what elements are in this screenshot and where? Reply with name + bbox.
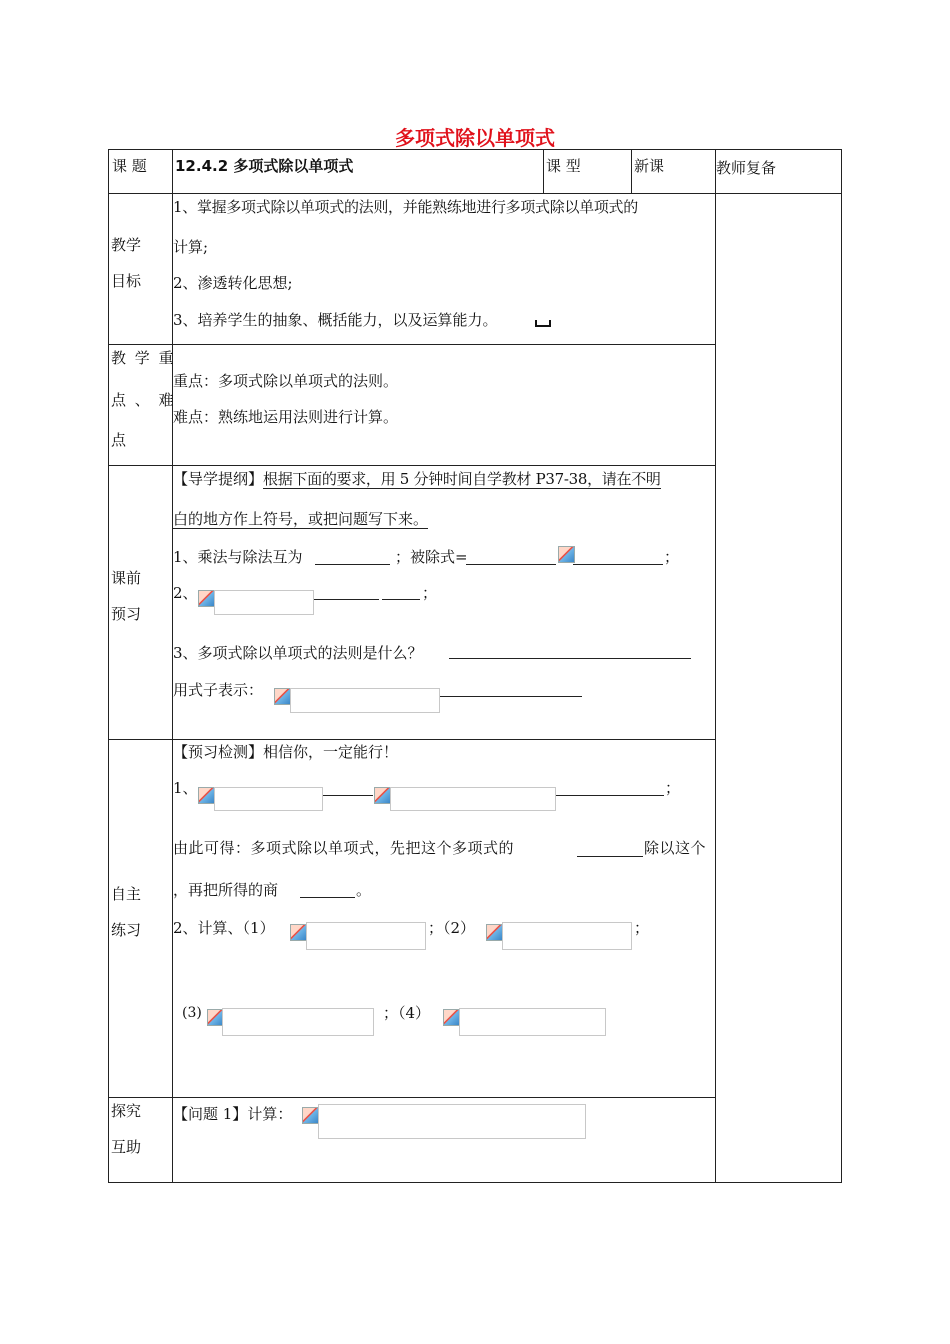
row-divider	[109, 465, 716, 466]
column-divider	[543, 150, 544, 193]
formula-image-icon	[302, 1107, 319, 1124]
answer-blank[interactable]	[315, 564, 390, 565]
formula-prompt: 用式子表示：	[173, 681, 264, 699]
answer-blank[interactable]	[314, 599, 379, 600]
conclusion-line: 由此可得：多项式除以单项式，先把这个多项式的	[173, 839, 515, 857]
answer-blank[interactable]	[466, 564, 556, 565]
punctuation: ；	[664, 548, 680, 566]
column-divider	[715, 150, 716, 1182]
answer-blank[interactable]	[440, 696, 582, 697]
punctuation: ；	[422, 584, 438, 602]
answer-blank[interactable]	[300, 897, 355, 898]
formula-image-placeholder	[502, 922, 632, 950]
guide-text: 根据下面的要求，用 5 分钟时间自学教材 P37-38，请在不明	[263, 470, 661, 488]
practice-item-2: ；（2）	[428, 919, 476, 937]
formula-image-placeholder	[459, 1008, 606, 1036]
practice-item-4: ；（4）	[383, 1004, 431, 1022]
preview-question-1: 1、乘法与除法互为	[173, 548, 303, 566]
lesson-topic: 12.4.2 多项式除以单项式	[175, 157, 354, 175]
practice-item-3: (3)	[182, 1005, 202, 1021]
formula-image-icon	[443, 1009, 460, 1026]
label-keti: 课 题	[112, 157, 147, 175]
document-title: 多项式除以单项式	[395, 126, 555, 150]
preview-question-3: 3、多项式除以单项式的法则是什么？	[173, 644, 423, 662]
preview-label: 预习	[111, 605, 142, 623]
practice-label: 自主	[111, 885, 142, 903]
formula-image-placeholder	[390, 787, 556, 811]
row-divider	[109, 193, 841, 194]
preview-label: 课前	[111, 569, 142, 587]
check-text: 相信你，一定能行！	[263, 743, 399, 761]
formula-image-icon	[198, 787, 215, 804]
check-line	[173, 742, 398, 762]
formula-image-placeholder	[290, 688, 440, 713]
punctuation: ；	[634, 919, 650, 937]
answer-blank[interactable]	[556, 795, 664, 796]
objectives-label: 教学	[111, 236, 142, 254]
formula-image-icon	[290, 924, 307, 941]
column-divider	[631, 150, 632, 193]
formula-image-placeholder	[306, 922, 426, 950]
preview-question-2: 2、	[173, 584, 198, 602]
conclusion-line: 除以这个	[644, 839, 707, 857]
preview-question-1: ；被除式=	[395, 548, 468, 566]
practice-item-2: 2、计算、（1）	[173, 919, 275, 937]
conclusion-line: ，再把所得的商	[173, 881, 279, 899]
column-divider	[172, 150, 173, 1182]
check-tag: 【预习检测】	[173, 743, 264, 761]
formula-image-icon	[274, 688, 291, 705]
guide-line	[173, 469, 661, 489]
answer-blank[interactable]	[577, 856, 643, 857]
row-divider	[109, 1097, 716, 1098]
question-text: 计算：	[247, 1105, 293, 1123]
row-divider	[109, 739, 716, 740]
keypoints-label: 教 学 重	[111, 349, 176, 367]
objective-line: 计算;	[173, 238, 209, 256]
formula-image-placeholder	[214, 590, 314, 615]
formula-image-icon	[374, 787, 391, 804]
objective-line: 3、培养学生的抽象、概括能力，以及运算能力。	[173, 311, 498, 329]
keypoints-label: 点 、 难	[111, 391, 176, 409]
formula-image-placeholder	[318, 1104, 586, 1139]
answer-blank[interactable]	[573, 564, 663, 565]
punctuation: ；	[665, 779, 681, 797]
formula-image-placeholder	[222, 1008, 374, 1036]
label-kexing: 课 型	[546, 157, 581, 175]
practice-item-1: 1、	[173, 779, 198, 797]
keypoints-label: 点	[111, 431, 127, 449]
guide-tag: 【导学提纲】	[173, 470, 264, 488]
objective-line: 2、渗透转化思想;	[173, 274, 293, 292]
teacher-review-header: 教师复备	[716, 159, 777, 177]
bracket-mark-icon	[535, 320, 551, 327]
objectives-label: 目标	[111, 272, 142, 290]
lesson-type: 新课	[634, 157, 665, 175]
formula-image-placeholder	[214, 787, 323, 811]
punctuation: 。	[356, 881, 372, 899]
answer-blank[interactable]	[323, 795, 373, 796]
formula-image-icon	[486, 924, 503, 941]
row-divider	[109, 344, 716, 345]
practice-label: 练习	[111, 921, 142, 939]
objective-line: 1、掌握多项式除以单项式的法则，并能熟练地进行多项式除以单项式的	[173, 198, 638, 216]
key-point: 重点：多项式除以单项式的法则。	[173, 372, 399, 390]
formula-image-icon	[558, 546, 575, 563]
guide-line	[173, 509, 428, 529]
explore-label: 互助	[111, 1138, 142, 1156]
formula-image-icon	[198, 590, 215, 607]
question-tag: 【问题 1】	[173, 1105, 248, 1123]
answer-blank[interactable]	[449, 658, 691, 659]
explore-question	[173, 1104, 292, 1124]
difficult-point: 难点：熟练地运用法则进行计算。	[173, 408, 399, 426]
answer-blank[interactable]	[382, 599, 420, 600]
guide-text: 白的地方作上符号，或把问题写下来。	[173, 510, 429, 528]
explore-label: 探究	[111, 1102, 142, 1120]
